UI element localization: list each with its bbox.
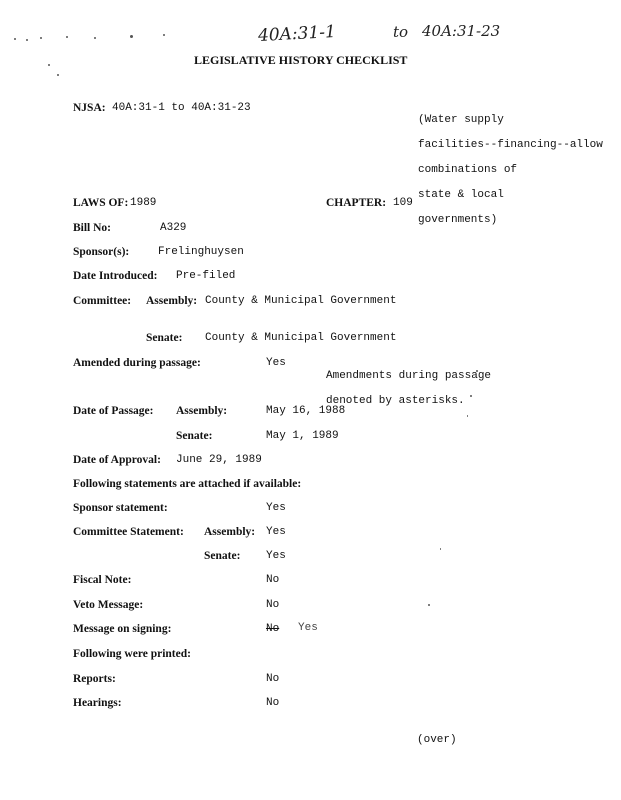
njsa-note (418, 101, 603, 239)
committee-senate-value: County & Municipal Government (205, 332, 397, 344)
njsa-note-line: combinations of (418, 163, 518, 176)
njsa-label: NJSA: (73, 102, 106, 114)
message-on-signing-correction: Yes (298, 622, 318, 634)
reports-label: Reports: (73, 673, 116, 685)
committee-senate-label: Senate: (146, 332, 183, 344)
committee-statement-senate-value: Yes (266, 550, 286, 562)
scan-speck (14, 38, 16, 40)
njsa-note-line: facilities--financing--allow (418, 138, 603, 151)
scan-speck (26, 39, 28, 41)
handwritten-to: to (393, 23, 409, 41)
laws-of-label: LAWS OF: (73, 197, 129, 209)
bill-no-label: Bill No: (73, 222, 112, 234)
committee-statement-assembly-label: Assembly: (204, 526, 256, 538)
printed-heading: Following were printed: (73, 648, 191, 660)
passage-assembly-value: May 16, 1988 (266, 405, 346, 417)
amended-note-line: Amendments during passage (326, 369, 492, 382)
committee-statement-label: Committee Statement: (73, 526, 184, 538)
scan-speck (94, 37, 96, 39)
scan-speck (48, 64, 50, 66)
date-of-approval-label: Date of Approval: (73, 454, 161, 466)
message-on-signing-label: Message on signing: (73, 623, 172, 635)
message-on-signing-value: No (266, 623, 280, 635)
amended-value: Yes (266, 357, 286, 369)
handwritten-range-start: 40A:31-1 (257, 21, 337, 47)
amended-note (326, 357, 491, 420)
hearings-value: No (266, 697, 280, 709)
date-of-passage-label: Date of Passage: (73, 405, 154, 417)
chapter-label: CHAPTER: (326, 197, 387, 209)
passage-assembly-label: Assembly: (176, 405, 228, 417)
veto-message-label: Veto Message: (73, 599, 144, 611)
sponsors-value: Frelinghuysen (158, 246, 244, 258)
fiscal-note-label: Fiscal Note: (73, 574, 132, 586)
chapter-value: 109 (393, 197, 413, 209)
page-title: LEGISLATIVE HISTORY CHECKLIST (194, 53, 408, 67)
amended-note-line: denoted by asterisks. (326, 394, 465, 407)
committee-statement-senate-label: Senate: (204, 550, 241, 562)
njsa-value: 40A:31-1 to 40A:31-23 (112, 102, 251, 114)
sponsor-statement-label: Sponsor statement: (73, 502, 168, 514)
committee-assembly-label: Assembly: (146, 295, 198, 307)
sponsors-label: Sponsor(s): (73, 246, 130, 258)
scan-speck (66, 36, 68, 38)
reports-value: No (266, 673, 280, 685)
passage-senate-label: Senate: (176, 430, 213, 442)
passage-senate-value: May 1, 1989 (266, 430, 339, 442)
scan-speck (40, 37, 42, 39)
fiscal-note-value: No (266, 574, 280, 586)
njsa-note-line: governments) (418, 213, 498, 226)
scan-speck (57, 74, 59, 76)
committee-assembly-value: County & Municipal Government (205, 295, 397, 307)
handwritten-range-end: 40A:31-23 (422, 22, 501, 40)
date-of-approval-value: June 29, 1989 (176, 454, 262, 466)
njsa-note-line: state & local (418, 188, 504, 201)
veto-message-value: No (266, 599, 280, 611)
bill-no-value: A329 (160, 222, 187, 234)
statements-heading: Following statements are attached if available: (73, 478, 302, 490)
njsa-note-line: (Water supply (418, 113, 504, 126)
scan-speck (163, 34, 165, 36)
laws-of-value: 1989 (130, 197, 157, 209)
over-footer: (over) (417, 734, 457, 746)
committee-statement-assembly-value: Yes (266, 526, 286, 538)
sponsor-statement-value: Yes (266, 502, 286, 514)
scan-speck (440, 548, 441, 550)
date-introduced-label: Date Introduced: (73, 270, 158, 282)
scan-speck (130, 35, 133, 38)
hearings-label: Hearings: (73, 697, 122, 709)
date-introduced-value: Pre-filed (176, 270, 236, 282)
committee-label: Committee: (73, 295, 132, 307)
amended-label: Amended during passage: (73, 357, 201, 369)
scan-speck (428, 604, 430, 606)
